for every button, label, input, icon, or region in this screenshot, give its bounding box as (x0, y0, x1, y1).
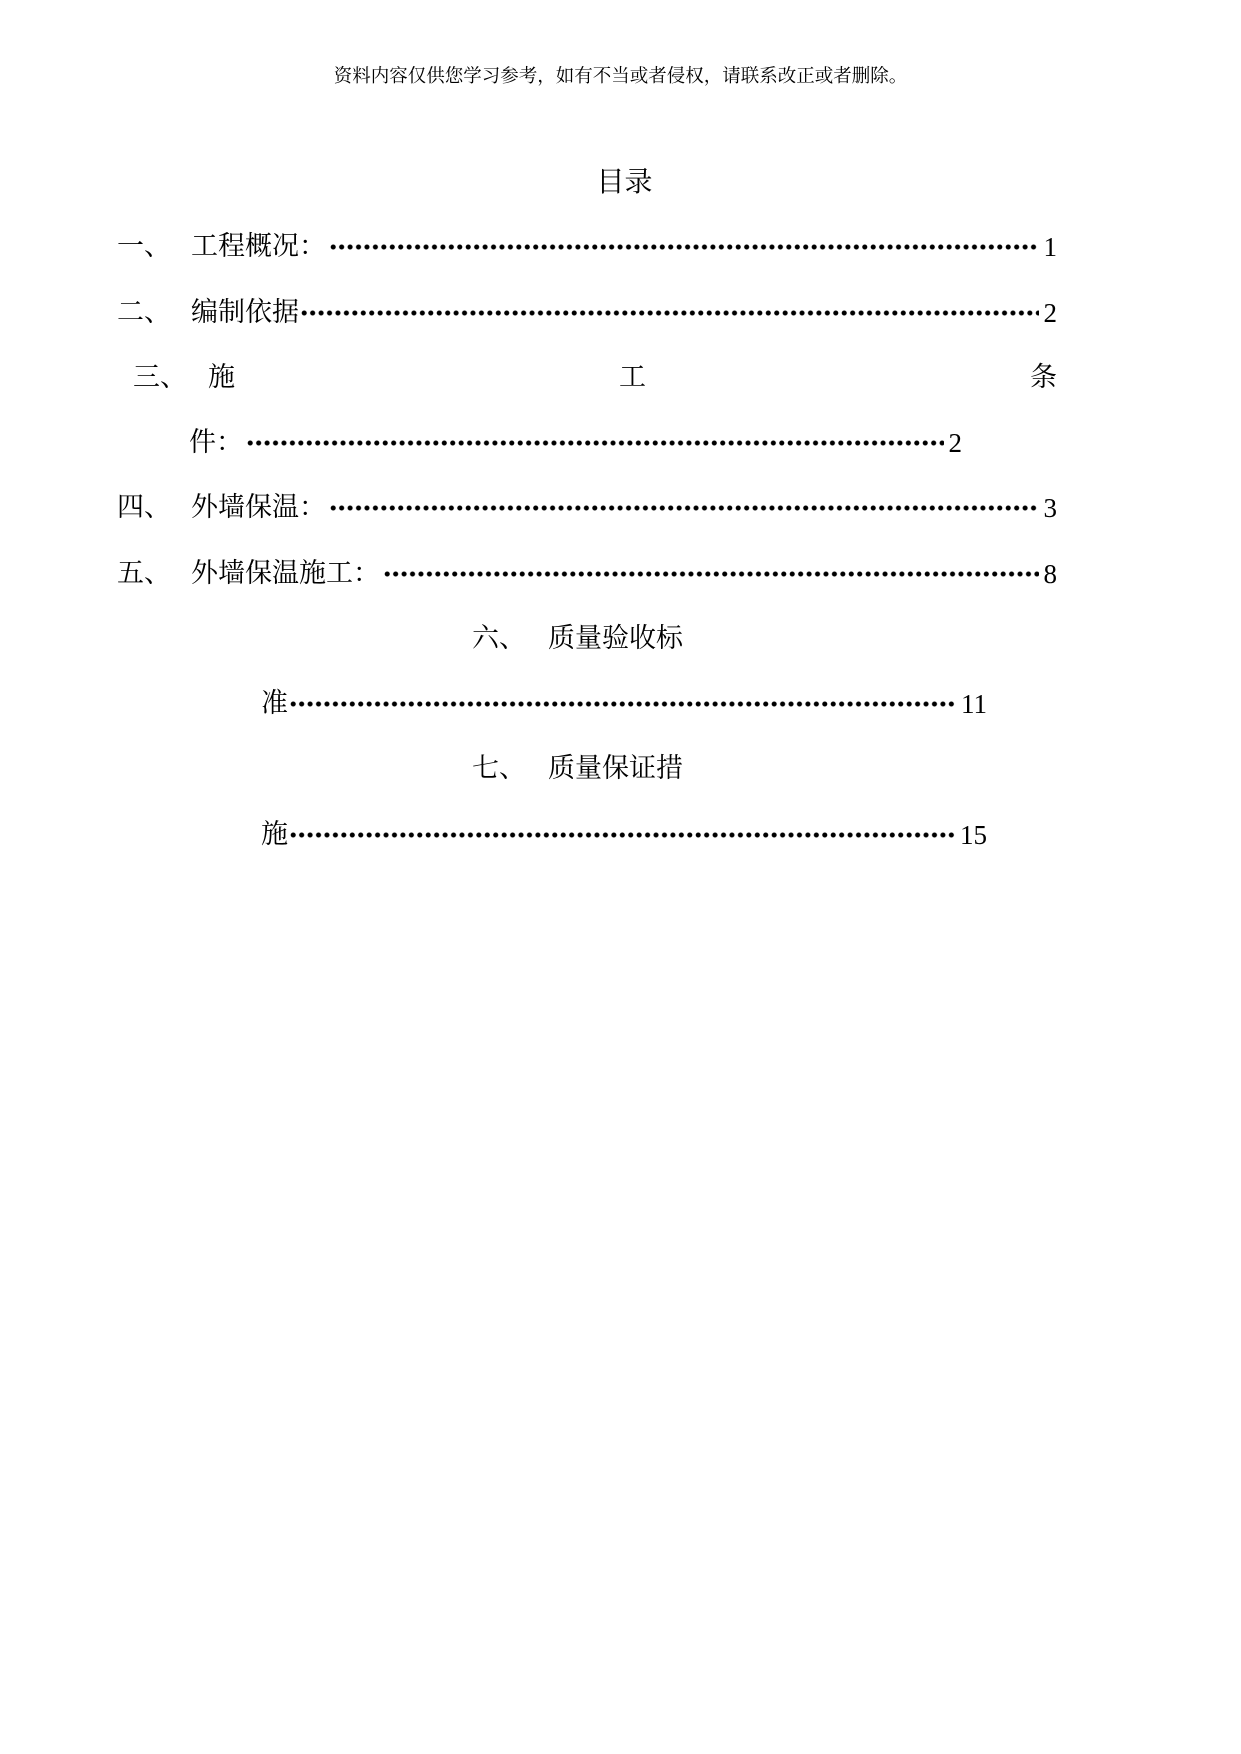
toc-entry-label: 件： (189, 427, 243, 458)
dot-leader (383, 556, 1039, 592)
toc-entry-page: 15 (960, 820, 987, 850)
toc-entry-1 (117, 229, 1057, 265)
toc-entry-6 (472, 621, 772, 657)
toc-entry-label: 质量保证措 (548, 753, 683, 784)
toc-entry-label-char: 工 (619, 362, 646, 393)
toc-entry-label: 施 (261, 819, 288, 850)
toc-entry-page: 2 (948, 428, 962, 458)
toc-entry-6-continuation (261, 686, 987, 722)
toc-entry-label: 编制依据 (191, 297, 299, 328)
toc-entry-number: 六、 (472, 623, 526, 654)
dot-leader (289, 686, 956, 722)
toc-entry-number: 七、 (472, 753, 526, 784)
toc-entry-label: 工程概况： (191, 231, 326, 262)
toc-entry-page: 11 (961, 689, 987, 719)
toc-entry-7-continuation (261, 817, 987, 853)
toc-entry-page: 8 (1043, 559, 1057, 589)
toc-entry-page: 3 (1043, 493, 1057, 523)
dot-leader (289, 817, 955, 853)
toc-entry-label: 外墙保温施工： (191, 558, 380, 589)
disclaimer-notice: 资料内容仅供您学习参考，如有不当或者侵权，请联系改正或者删除。 (333, 66, 908, 87)
toc-entry-page: 2 (1043, 298, 1057, 328)
toc-entry-number: 一、 (117, 231, 171, 262)
toc-entry-4 (117, 490, 1057, 526)
toc-entry-3-continuation (189, 425, 962, 461)
toc-entry-page: 1 (1043, 232, 1057, 262)
toc-entry-label: 质量验收标 (548, 623, 683, 654)
toc-entry-label-char: 条 (1030, 362, 1057, 393)
toc-entry-label-char: 施 (208, 362, 235, 393)
toc-entry-number: 二、 (117, 297, 171, 328)
toc-entry-label-spread (208, 360, 1057, 396)
toc-entry-label: 外墙保温： (191, 492, 326, 523)
toc-title: 目录 (596, 165, 653, 198)
dot-leader (329, 490, 1039, 526)
toc-entry-number: 三、 (133, 362, 187, 393)
toc-entry-3 (133, 360, 1057, 396)
toc-entry-label: 准 (261, 688, 288, 719)
dot-leader (246, 425, 944, 461)
dot-leader (329, 229, 1039, 265)
toc-entry-number: 四、 (117, 492, 171, 523)
toc-entry-2 (117, 295, 1057, 331)
toc-entry-number: 五、 (117, 558, 171, 589)
dot-leader (300, 295, 1039, 331)
toc-entry-5 (117, 556, 1057, 592)
toc-entry-7 (472, 751, 772, 787)
